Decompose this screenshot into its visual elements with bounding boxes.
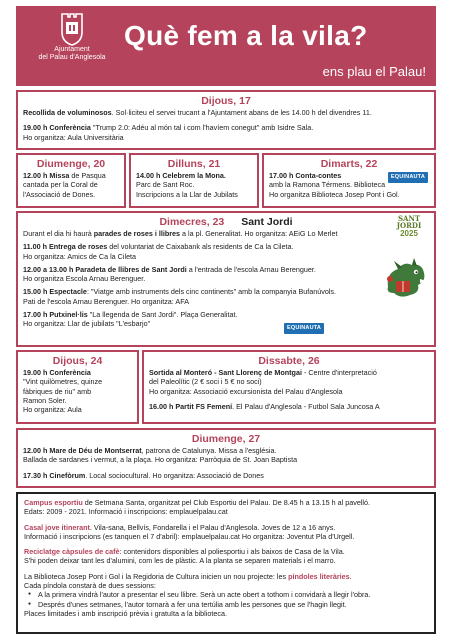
- info-desc: La Biblioteca Josep Pont i Gol i la Regidoria de Cultura inicien un nou projecte: les: [24, 571, 289, 581]
- event-title: 11.00 h Entrega de roses: [23, 242, 108, 252]
- event-organizer: Ho organitza: Llar de jubilats "L'esbarjo": [23, 319, 151, 329]
- event-title: ta de llibres de Sant Jordi: [99, 264, 187, 274]
- logo-line-2: del Palau d'Anglesola: [38, 54, 106, 61]
- event-desc: - Centre d'interpretació: [301, 368, 377, 377]
- day-heading: Dijous, 24: [52, 355, 103, 367]
- day-box-dilluns-21: [129, 153, 259, 208]
- event-desc: fàbriques de riu" amb: [23, 386, 92, 396]
- info-title: píndoles literàries: [288, 571, 350, 581]
- info-desc: S'hi poden deixar tant les d'alumini, com les de plàstic. A la planta se separen materials i el marro.: [24, 556, 336, 566]
- info-title: Campus esportiu: [24, 498, 83, 507]
- day-box-dimecres-23: [16, 211, 436, 347]
- event-title: 15.00 h Espectacle: [23, 287, 87, 297]
- event-title: 12.00 h Mare de Déu de Montserrat: [23, 446, 142, 455]
- intro-text: a la pl. Generalitat. Ho organitza: AEiG Lo Merlet: [180, 229, 338, 238]
- list-item: ● Després d'unes setmanes, l'autor tornarà a fer una tertúlia amb les persones que se l'hagin llegit.: [24, 600, 428, 609]
- day-heading-date: Dimecres, 23: [159, 216, 225, 228]
- day-box-dijous-24: [16, 350, 139, 424]
- event-title: Recollida de voluminosos: [23, 108, 112, 117]
- event-organizer: Ho organitza: Associació excursionista del Palau d'Anglesola: [149, 386, 343, 396]
- info-box: [16, 492, 436, 634]
- day-box-diumenge-20: [16, 153, 126, 208]
- day-heading: Dimarts, 22: [320, 158, 378, 170]
- day-heading: Dilluns, 21: [167, 158, 221, 170]
- info-desc: de Setmana Santa, organitzat pel Club Esportiu del Palau. De 8.45 h a 13.15 h al pavelló.: [82, 498, 371, 507]
- equinauta-badge: EQUINAUTA: [284, 323, 324, 334]
- info-desc: Places limitades i amb inscripció prèvia i gratuïta a la biblioteca.: [24, 608, 227, 618]
- event-desc: Ballada de sardanes i vermut, a la plaça. Ho organitza: Parròquia de St. Joan Baptista: [23, 455, 298, 465]
- page-title: Què fem a la vila?: [124, 20, 368, 51]
- event-title: 17.00 h Putxinel·lis: [23, 310, 88, 320]
- day-heading: Diumenge, 20: [36, 158, 106, 170]
- event-place: Pati de l'escola Arnau Berenguer. Ho organitza: AFA: [23, 296, 189, 306]
- event-desc: del voluntariat de Caixabank als residents de Ca la Cileta.: [107, 242, 294, 252]
- event-desc: de Pasqua: [69, 171, 106, 180]
- page-subtitle: ens plau el Palau!: [322, 64, 426, 79]
- event-title: 12.00 a 13.00 h Parade: [23, 264, 100, 274]
- event-desc: : "Viatge amb instruments dels cinc continents" amb la companyia Bufanúvols.: [86, 287, 337, 297]
- header-banner: [16, 6, 436, 86]
- intro-text: Durant el dia hi haurà: [23, 229, 94, 238]
- event-desc: l'Associació de Dones.: [23, 189, 96, 199]
- logo-text: JORDI: [396, 221, 422, 230]
- town-logo: [26, 12, 118, 62]
- day-heading: Dissabte, 26: [258, 355, 320, 367]
- day-heading-saint: Sant Jordi: [241, 216, 293, 228]
- event-desc: . Sol·liciteu el servei trucant a l'Ajuntament abans de les 14.00 h del divendres 11.: [111, 108, 372, 117]
- event-title: 19.00 h Conferència: [23, 368, 91, 377]
- event-organizer: Ho organitza: Amics de Ca la Cileta: [23, 251, 137, 261]
- day-heading: Diumenge, 27: [191, 433, 261, 445]
- event-title: Sortida al Monteró - Sant Llorenç de Montgai: [149, 368, 302, 377]
- info-desc: .: [349, 571, 352, 581]
- event-desc: . El Palau d'Anglesola - Futbol Sala Juncosa A: [232, 401, 380, 411]
- day-box-dissabte-26: [142, 350, 436, 424]
- info-desc: Cada píndola constarà de dues sessions:: [24, 581, 156, 591]
- event-desc: a l'entrada de l'escola Arnau Berenguer.: [186, 264, 316, 274]
- event-desc: Ramon Soler.: [23, 395, 67, 405]
- info-desc: : contenidors disponibles al poliesportiu i als baixos de Casa de la Vila.: [119, 547, 345, 557]
- info-title: Casal jove itinerant: [24, 522, 90, 532]
- event-desc: . Local sociocultural. Ho organitza: Associació de Dones: [85, 470, 264, 480]
- event-title: 19.00 h Conferència: [23, 123, 91, 133]
- day-heading: Dijous, 17: [201, 95, 251, 107]
- event-title: 12.00 h Missa: [23, 171, 70, 180]
- equinauta-badge: EQUINAUTA: [388, 172, 428, 183]
- logo-text: SANT: [397, 214, 421, 223]
- sant-jordi-2025-logo: [388, 215, 430, 238]
- event-organizer: Ho organitza Biblioteca Josep Pont i Gol.: [269, 189, 400, 199]
- event-title: 16.00 h Partit FS Femení: [149, 401, 233, 411]
- event-desc: "Trump 2.0: Adéu al món tal i com l'havíem conegut" amb Isidre Sala.: [90, 123, 314, 133]
- info-desc: Informació i inscripcions (es tanquen el 7 d'abril): emplauelpalau.cat Ho organitza: Joventut Pla d'Urgell.: [24, 531, 355, 541]
- logo-text: 2025: [400, 229, 418, 238]
- day-box-dijous-17: [16, 90, 436, 150]
- coat-of-arms-icon: [58, 12, 86, 46]
- day-box-diumenge-27: [16, 428, 436, 488]
- info-desc: Edats: 2009 - 2021. Informació i inscripcions: emplauelpalau.cat: [24, 507, 228, 517]
- info-desc: . Vila-sana, Bellvís, Fondarella i el Palau d'Anglesola. Joves de 12 a 16 anys.: [89, 522, 336, 532]
- day-heading: [23, 216, 429, 229]
- event-organizer: Ho organitza: Aula: [23, 405, 82, 415]
- event-desc: , patrona de Catalunya. Missa a l'església.: [141, 446, 277, 455]
- event-desc: Inscripcions a la Llar de Jubilats: [136, 189, 238, 199]
- day-box-dimarts-22: [262, 153, 436, 208]
- dragon-illustration-icon: [382, 257, 428, 301]
- info-title: Reciclatge càpsules de cafè: [24, 547, 120, 557]
- event-desc: "Vint quilòmetres, quinze: [23, 377, 103, 387]
- event-title: 17.00 h Conta-contes: [269, 171, 342, 180]
- event-organizer: Ho organitza: Aula Universitària: [23, 132, 124, 142]
- event-organizer: Ho organitza Escola Arnau Berenguer.: [23, 274, 146, 284]
- event-desc: amb la Ramona Térmens. Biblioteca: [269, 180, 386, 190]
- event-desc: del Paleolític (2 € soci i 5 € no soci): [149, 377, 262, 387]
- intro-bold: parades de roses i llibres: [93, 229, 181, 238]
- logo-line-1: Ajuntament: [54, 46, 90, 53]
- event-desc: cantada per la Coral de: [23, 180, 98, 190]
- event-title: 17.30 h Cinefòrum: [23, 470, 86, 480]
- list-item: ● A la primera vindrà l'autor a presentar el seu llibre. Serà un acte obert a tothom i convidarà a llegir l'obra.: [24, 590, 428, 599]
- event-title: 14.00 h Celebrem la Mona.: [136, 171, 226, 180]
- event-desc: Parc de Sant Roc.: [136, 180, 195, 190]
- event-desc: "La llegenda de Sant Jordi". Plaça Generalitat.: [87, 310, 238, 320]
